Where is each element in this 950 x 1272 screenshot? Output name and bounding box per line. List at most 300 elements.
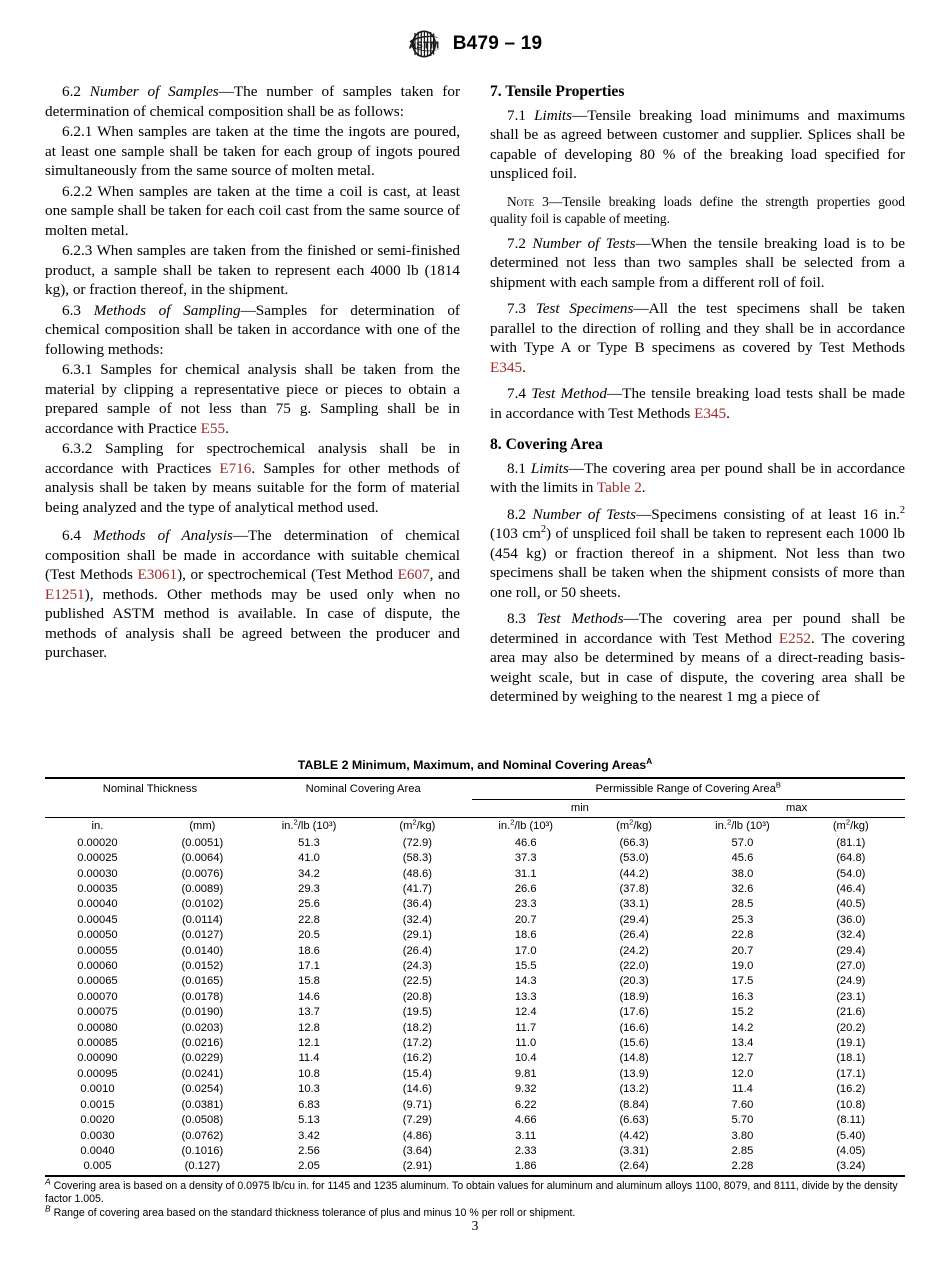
- table-cell-r16-c7: (16.2): [836, 1083, 866, 1096]
- clause-number-7-1: 7.1: [507, 106, 535, 124]
- table-cell-r13-c1: (0.0216): [181, 1037, 224, 1050]
- standard-link-e3061[interactable]: E3061: [137, 566, 178, 583]
- unit-header-nominal-in2lb: [255, 818, 363, 836]
- table-cell-r19-c2: 3.42: [298, 1129, 320, 1142]
- table-cell-r18-c4: 4.66: [514, 1114, 537, 1127]
- unit-header-min-in2lb-text: in.: [498, 820, 511, 833]
- table-row: [45, 836, 905, 851]
- table-cell-r8-c3: (24.3): [402, 960, 432, 973]
- group-header-permissible-range-marker: B: [775, 780, 781, 790]
- table-cell-r17-c6: 7.60: [731, 1098, 754, 1111]
- paragraph-6-3-1: [45, 360, 460, 438]
- table-cell-r3-c3: (41.7): [402, 883, 432, 895]
- paragraph-6-2-3: [45, 241, 460, 300]
- table-row: [45, 928, 905, 943]
- table-cell-r3-c0: 0.00035: [77, 883, 118, 895]
- unit-header-in-text: in.: [91, 820, 104, 833]
- table-cell-r8-c4: 15.5: [514, 960, 537, 973]
- table-row: [45, 851, 905, 866]
- table-row: [45, 959, 905, 974]
- clause-body-6-4-t4: ), methods. Other methods may be used only when no published ASTM method is available. In case of dispute, the methods of analysis shall be agreed between the producer and purchaser.: [45, 585, 460, 661]
- table-cell-r19-c5: (4.42): [619, 1129, 649, 1142]
- table-cell-r5-c1: (0.0114): [181, 913, 223, 926]
- table-2-sub-header-row: [45, 799, 905, 818]
- table-cell-r21-c0: 0.005: [83, 1160, 112, 1173]
- table-cell-r14-c4: 10.4: [514, 1052, 537, 1065]
- table-cell-r9-c4: 14.3: [514, 975, 537, 988]
- table-cell-r18-c3: (7.29): [402, 1114, 432, 1127]
- table-cell-r11-c4: 12.4: [514, 1006, 537, 1019]
- table-cell-r7-c1: (0.0140): [181, 944, 224, 957]
- table-row: [45, 1098, 905, 1113]
- table-cell-r13-c6: 13.4: [731, 1037, 754, 1050]
- paragraph-6-2-1: [45, 122, 460, 181]
- table-cell-r13-c2: 12.1: [298, 1037, 320, 1050]
- clause-body-6-4-t3: , and: [429, 566, 460, 583]
- page-number: 3: [471, 1218, 479, 1233]
- unit-header-nominal-in2lb-tail: /lb (10³): [297, 820, 337, 833]
- table-cell-r15-c2: 10.8: [298, 1067, 320, 1080]
- clause-title-6-3: Methods of Sampling: [93, 301, 241, 319]
- table-cell-r14-c2: 11.4: [298, 1052, 320, 1065]
- clause-title-8-1: Limits: [530, 459, 569, 477]
- table-row: [45, 1129, 905, 1144]
- clause-body-6-2: —The number of samples taken for determination of chemical composition shall be as follows:: [45, 83, 461, 120]
- table-cell-r10-c0: 0.00070: [77, 990, 118, 1003]
- unit-header-max-in2lb: [688, 818, 796, 836]
- table-cell-r18-c0: 0.0020: [80, 1114, 115, 1127]
- table-cell-r4-c1: (0.0102): [181, 898, 224, 911]
- table-cell-r9-c3: (22.5): [402, 975, 432, 988]
- table-2-body: [45, 836, 905, 1176]
- table-cell-r10-c4: 13.3: [514, 990, 537, 1003]
- table-2-footnotes: [45, 1176, 905, 1220]
- table-cell-r6-c2: 20.5: [298, 929, 320, 942]
- table-cell-r6-c3: (29.1): [402, 929, 432, 942]
- table-cell-r3-c2: 29.3: [298, 883, 320, 895]
- table-cell-r13-c5: (15.6): [619, 1037, 649, 1050]
- clause-body-7-4-before: —The tensile breaking load tests shall be made in accordance with Test Methods: [490, 385, 905, 422]
- table-cell-r8-c1: (0.0152): [181, 960, 224, 973]
- table-cell-r11-c7: (21.6): [836, 1006, 866, 1019]
- clause-body-6-3: —Samples for determination of chemical composition shall be taken in accordance with one of the following methods:: [45, 301, 460, 358]
- table-cell-r0-c3: (72.9): [402, 836, 432, 849]
- unit-header-max-in2lb-tail: /lb (10³): [731, 820, 770, 833]
- sub-header-min: min: [472, 799, 689, 818]
- table-cell-r7-c3: (26.4): [402, 944, 432, 957]
- clause-body-8-2-t1: —Specimens consisting of at least 16 in.: [636, 505, 900, 523]
- table-row: [45, 897, 905, 912]
- unit-header-min-m2kg-tail: /kg): [633, 820, 653, 833]
- table-cell-r5-c6: 25.3: [731, 913, 754, 926]
- table-cell-r20-c6: 2.85: [731, 1144, 754, 1157]
- clause-body-8-1-after: .: [641, 479, 646, 496]
- left-column: [45, 82, 460, 707]
- page-header: [45, 0, 905, 62]
- table-cell-r5-c2: 22.8: [298, 913, 320, 926]
- table-link-table-2[interactable]: Table 2: [596, 479, 642, 496]
- clause-body-6-3-1-before: Samples for chemical analysis shall be taken from the material by clipping a representative piece or pieces to obtain a prepared sample of not less than 75 g. Sampling shall be in accordance with Practice: [45, 361, 460, 437]
- table-cell-r13-c3: (17.2): [402, 1037, 432, 1050]
- table-cell-r10-c3: (20.8): [402, 990, 432, 1003]
- clause-body-6-2-3: When samples are taken from the finished or semi-finished product, a sample shall be taken to represent each 4000 lb (1814 kg), or fraction thereof, in the shipment.: [45, 242, 460, 298]
- table-cell-r10-c5: (18.9): [619, 990, 649, 1003]
- table-cell-r8-c5: (22.0): [619, 960, 649, 973]
- table-cell-r1-c2: 41.0: [298, 852, 320, 865]
- table-cell-r19-c7: (5.40): [836, 1129, 866, 1142]
- table-cell-r5-c7: (36.0): [836, 913, 866, 926]
- table-row: [45, 867, 905, 882]
- clause-title-7-4: Test Method: [531, 385, 607, 402]
- note-number: 3: [534, 193, 549, 209]
- footnote-b-marker: B: [45, 1203, 51, 1213]
- table-cell-r16-c5: (13.2): [619, 1083, 649, 1096]
- table-cell-r13-c4: 11.0: [515, 1037, 537, 1050]
- table-cell-r18-c7: (8.11): [836, 1114, 865, 1127]
- table-2-head: [45, 778, 905, 836]
- body-columns: [45, 82, 905, 707]
- table-cell-r5-c5: (29.4): [619, 913, 649, 926]
- table-cell-r7-c5: (24.2): [619, 944, 649, 957]
- clause-number-6-3: 6.3: [62, 301, 94, 319]
- table-cell-r2-c3: (48.6): [402, 867, 432, 880]
- clause-number-6-3-2: 6.3.2: [62, 440, 106, 457]
- unit-header-min-m2kg-sup: 2: [629, 817, 634, 827]
- note-label: Note: [507, 193, 535, 209]
- unit-header-max-m2kg: [797, 818, 905, 836]
- table-cell-r7-c7: (29.4): [836, 944, 866, 957]
- table-cell-r0-c7: (81.1): [836, 836, 866, 849]
- section-heading-8: 8. Covering Area: [490, 436, 603, 453]
- table-cell-r9-c6: 17.5: [731, 975, 754, 988]
- table-cell-r18-c5: (6.63): [619, 1114, 649, 1127]
- table-cell-r11-c6: 15.2: [731, 1006, 754, 1019]
- table-cell-r9-c2: 15.8: [298, 975, 320, 988]
- table-cell-r0-c1: (0.0051): [181, 836, 224, 849]
- paragraph-6-3: [45, 301, 460, 360]
- clause-body-8-1-before: —The covering area per pound shall be in accordance with the limits in: [490, 459, 906, 496]
- table-cell-r12-c0: 0.00080: [77, 1021, 118, 1034]
- standard-link-e1251[interactable]: E1251: [45, 585, 85, 603]
- table-cell-r11-c1: (0.0190): [181, 1006, 224, 1019]
- clause-body-7-3-before: —All the test specimens shall be taken parallel to the direction of rolling and they shall be in accordance with Type A or Type B specimens as covered by Test Methods: [490, 300, 906, 356]
- clause-body-7-3-after: .: [522, 358, 526, 376]
- table-2-title: [45, 755, 905, 772]
- document-designation: B479 – 19: [452, 33, 543, 54]
- clause-number-6-3-1: 6.3.1: [62, 361, 101, 378]
- table-cell-r17-c3: (9.71): [402, 1098, 432, 1111]
- table-cell-r3-c7: (46.4): [836, 883, 866, 895]
- clause-title-8-3: Test Methods: [536, 610, 624, 627]
- right-column: [490, 82, 905, 707]
- unit-header-min-in2lb-tail: /lb (10³): [514, 820, 554, 833]
- table-cell-r4-c3: (36.4): [402, 898, 432, 911]
- paragraph-8-3: [490, 609, 905, 707]
- table-row: [45, 1144, 905, 1159]
- table-row: [45, 882, 905, 897]
- unit-header-nominal-in2lb-sup: 2: [293, 817, 298, 827]
- paragraph-7-1: [490, 106, 905, 184]
- table-cell-r4-c5: (33.1): [619, 898, 649, 911]
- paragraph-7-4: [490, 384, 905, 423]
- clause-body-6-2-1: When samples are taken at the time the ingots are poured, at least one sample shall be taken for each group of ingots poured simultaneously from the same source of molten metal.: [45, 123, 460, 179]
- table-2-title-text: TABLE 2 Minimum, Maximum, and Nominal Covering Areas: [297, 758, 647, 772]
- table-cell-r7-c4: 17.0: [514, 944, 537, 957]
- table-cell-r9-c5: (20.3): [619, 975, 649, 988]
- footnote-a-marker: A: [45, 1176, 51, 1187]
- unit-header-nominal-m2kg: [363, 818, 471, 836]
- note-body: —Tensile breaking loads define the strength properties good quality foil is capable of meeting.: [490, 193, 905, 226]
- table-row: [45, 1159, 905, 1175]
- table-cell-r8-c7: (27.0): [836, 960, 866, 973]
- unit-header-mm-text: (mm): [189, 820, 216, 833]
- clause-body-8-3-before: —The covering area per pound shall be determined in accordance with Test Method: [490, 610, 905, 647]
- unit-header-nominal-m2kg-sup: 2: [412, 817, 417, 827]
- table-cell-r7-c2: 18.6: [298, 944, 320, 957]
- unit-header-nominal-in2lb-text: in.: [281, 820, 294, 833]
- superscript-square-1: 2: [899, 504, 906, 516]
- table-row: [45, 1021, 905, 1036]
- unit-header-min-in2lb-sup: 2: [510, 817, 515, 827]
- section-heading-7: 7. Tensile Properties: [490, 83, 625, 100]
- clause-body-6-2-2: When samples are taken at the time a coil is cast, at least one sample shall be taken for each coil cast from the same source of molten metal.: [45, 182, 460, 239]
- clause-number-6-2-1: 6.2.1: [62, 123, 98, 140]
- paragraph-7-2: [490, 234, 905, 293]
- table-cell-r16-c3: (14.6): [402, 1083, 432, 1096]
- table-cell-r17-c1: (0.0381): [181, 1098, 224, 1111]
- table-cell-r0-c4: 46.6: [514, 836, 537, 849]
- sub-header-blank: [45, 799, 472, 818]
- table-cell-r12-c1: (0.0203): [181, 1021, 224, 1034]
- table-cell-r2-c5: (44.2): [619, 867, 649, 880]
- paragraph-6-2: [45, 82, 460, 121]
- paragraph-8-1: [490, 459, 905, 498]
- table-cell-r12-c4: 11.7: [515, 1021, 537, 1034]
- table-cell-r9-c7: (24.9): [836, 975, 866, 988]
- table-cell-r0-c5: (66.3): [619, 836, 649, 849]
- unit-header-min-m2kg: [580, 818, 688, 836]
- table-cell-r8-c2: 17.1: [298, 960, 320, 973]
- table-cell-r21-c5: (2.64): [619, 1160, 649, 1173]
- table-cell-r6-c0: 0.00050: [77, 929, 118, 942]
- table-cell-r1-c1: (0.0064): [181, 852, 224, 865]
- table-cell-r15-c6: 12.0: [731, 1067, 754, 1080]
- clause-body-7-1: —Tensile breaking load minimums and maximums shall be as agreed between customer and supplier. Splices shall be capable of developing 80 % of the breaking load specified for unspliced foil.: [490, 106, 906, 182]
- sub-header-max: max: [688, 799, 905, 818]
- table-row: [45, 913, 905, 928]
- standard-link-e345-a[interactable]: E345: [490, 358, 523, 376]
- clause-title-6-2: Number of Samples: [89, 83, 219, 100]
- table-cell-r4-c2: 25.6: [298, 898, 320, 911]
- table-cell-r4-c6: 28.5: [731, 898, 754, 911]
- table-2: [45, 777, 905, 1177]
- table-cell-r1-c5: (53.0): [619, 852, 649, 865]
- table-cell-r3-c5: (37.8): [619, 883, 649, 895]
- superscript-square-2: 2: [540, 523, 546, 535]
- clause-title-8-2: Number of Tests: [532, 505, 637, 523]
- table-cell-r20-c1: (0.1016): [181, 1144, 224, 1157]
- paragraph-6-4: [45, 526, 460, 663]
- table-cell-r20-c4: 2.33: [514, 1144, 537, 1157]
- table-cell-r0-c6: 57.0: [731, 836, 754, 849]
- table-cell-r15-c4: 9.81: [514, 1067, 537, 1080]
- table-cell-r7-c6: 20.7: [731, 944, 754, 957]
- table-cell-r1-c7: (64.8): [836, 852, 866, 865]
- table-cell-r8-c6: 19.0: [731, 960, 754, 973]
- table-cell-r4-c0: 0.00040: [77, 898, 118, 911]
- footnote-b-text: Range of covering area based on the standard thickness tolerance of plus and minus 10 % per roll or shipment.: [50, 1206, 576, 1219]
- clause-number-7-3: 7.3: [507, 300, 536, 317]
- clause-title-6-4: Methods of Analysis: [93, 527, 233, 544]
- table-2-container: [45, 755, 905, 1220]
- unit-header-nominal-m2kg-text: (m: [399, 820, 413, 833]
- table-cell-r5-c3: (32.4): [402, 913, 432, 926]
- table-cell-r1-c6: 45.6: [731, 852, 754, 865]
- table-cell-r14-c6: 12.7: [731, 1052, 754, 1065]
- table-cell-r19-c0: 0.0030: [80, 1129, 115, 1142]
- standard-link-e607[interactable]: E607: [397, 566, 430, 583]
- unit-header-min-in2lb: [472, 818, 580, 836]
- table-cell-r17-c0: 0.0015: [80, 1098, 115, 1111]
- table-cell-r12-c7: (20.2): [836, 1021, 866, 1034]
- table-row: [45, 944, 905, 959]
- clause-number-8-2: 8.2: [507, 505, 533, 523]
- standard-link-e252[interactable]: E252: [778, 629, 811, 647]
- table-cell-r16-c1: (0.0254): [181, 1083, 224, 1096]
- table-cell-r15-c5: (13.9): [619, 1067, 649, 1080]
- table-cell-r17-c2: 6.83: [298, 1098, 320, 1111]
- clause-body-6-3-2-before: Sampling for spectrochemical analysis shall be in accordance with Practices: [45, 440, 461, 477]
- unit-header-max-m2kg-sup: 2: [845, 817, 851, 827]
- clause-number-6-2-2: 6.2.2: [62, 182, 98, 200]
- table-cell-r1-c0: 0.00025: [77, 852, 118, 865]
- table-cell-r21-c1: (0.127): [184, 1160, 221, 1173]
- group-header-permissible-range: [472, 778, 905, 799]
- table-cell-r21-c7: (3.24): [836, 1160, 866, 1173]
- table-cell-r20-c7: (4.05): [836, 1144, 866, 1157]
- table-cell-r6-c4: 18.6: [514, 929, 537, 942]
- table-cell-r17-c4: 6.22: [514, 1098, 537, 1111]
- table-cell-r0-c2: 51.3: [298, 836, 320, 849]
- table-cell-r5-c4: 20.7: [514, 913, 537, 926]
- table-cell-r15-c7: (17.1): [836, 1067, 866, 1080]
- table-cell-r4-c4: 23.3: [514, 898, 537, 911]
- table-cell-r3-c1: (0.0089): [181, 883, 224, 895]
- table-cell-r16-c6: 11.4: [731, 1083, 753, 1096]
- unit-header-mm: [150, 818, 255, 836]
- clause-number-6-4: 6.4: [62, 527, 94, 544]
- clause-number-7-2: 7.2: [507, 234, 533, 252]
- clause-body-8-2-t3: ) of unspliced foil shall be taken to represent each 1000 lb (454 kg) or fraction thereof in a shipment. Not less than two specimens shall be taken when the shipment consists of more than one roll, or 50 sheets.: [490, 525, 905, 601]
- table-cell-r21-c4: 1.86: [514, 1160, 537, 1173]
- standard-link-e345-b[interactable]: E345: [694, 404, 727, 422]
- table-cell-r14-c7: (18.1): [836, 1052, 866, 1065]
- table-row: [45, 1036, 905, 1051]
- table-cell-r19-c1: (0.0762): [181, 1129, 224, 1142]
- group-header-nominal-thickness: Nominal Thickness: [102, 783, 198, 796]
- table-cell-r11-c3: (19.5): [402, 1006, 432, 1019]
- table-row: [45, 990, 905, 1005]
- table-cell-r14-c5: (14.8): [619, 1052, 649, 1065]
- table-2-footnote-a: [45, 1176, 905, 1207]
- footnote-a-text: Covering area is based on a density of 0.0975 lb/cu in. for 1145 and 1235 aluminum. To obtain values for aluminum and aluminum alloys 1100, 8079, and 8111, divide by the density factor 1.005.: [45, 1179, 898, 1206]
- table-cell-r5-c0: 0.00045: [77, 913, 118, 926]
- table-cell-r12-c3: (18.2): [402, 1021, 432, 1034]
- table-cell-r6-c7: (32.4): [836, 929, 866, 942]
- clause-body-7-2: —When the tensile breaking load is to be determined not less than two samples shall be selected from a shipment with each sample from a different roll of foil.: [490, 234, 905, 291]
- table-cell-r9-c0: 0.00065: [77, 975, 118, 988]
- table-cell-r2-c2: 34.2: [298, 867, 320, 880]
- table-cell-r11-c5: (17.6): [619, 1006, 649, 1019]
- table-row: [45, 1082, 905, 1097]
- paragraph-7-3: [490, 299, 905, 377]
- table-2-unit-header-row: [45, 818, 905, 836]
- table-cell-r20-c0: 0.0040: [80, 1144, 115, 1157]
- svg-text:ASTM: ASTM: [408, 40, 440, 52]
- table-cell-r20-c5: (3.31): [619, 1144, 649, 1157]
- table-cell-r8-c0: 0.00060: [77, 960, 118, 973]
- unit-header-in: [45, 818, 150, 836]
- table-cell-r2-c0: 0.00030: [77, 867, 118, 880]
- table-row: [45, 1005, 905, 1020]
- group-header-nominal-covering-area: Nominal Covering Area: [305, 783, 421, 796]
- table-cell-r9-c1: (0.0165): [181, 975, 224, 988]
- table-cell-r17-c7: (10.8): [836, 1098, 866, 1111]
- table-cell-r16-c2: 10.3: [298, 1083, 320, 1096]
- table-cell-r14-c3: (16.2): [402, 1052, 432, 1065]
- clause-number-6-2: 6.2: [62, 83, 90, 100]
- table-cell-r12-c6: 14.2: [731, 1021, 754, 1034]
- astm-logo-icon: [408, 29, 442, 59]
- table-cell-r15-c1: (0.0241): [181, 1067, 224, 1080]
- table-cell-r2-c7: (54.0): [836, 867, 866, 880]
- paragraph-6-3-2: [45, 439, 460, 517]
- standard-link-e716[interactable]: E716: [219, 459, 252, 477]
- clause-number-6-2-3: 6.2.3: [62, 242, 97, 259]
- table-cell-r16-c4: 9.32: [514, 1083, 537, 1096]
- table-cell-r12-c5: (16.6): [619, 1021, 649, 1034]
- table-cell-r7-c0: 0.00055: [77, 944, 118, 957]
- table-row: [45, 1067, 905, 1082]
- clause-number-7-4: 7.4: [507, 385, 532, 402]
- table-2-group-header-row: [45, 778, 905, 799]
- standard-link-e55[interactable]: E55: [200, 419, 226, 437]
- unit-header-nominal-m2kg-tail: /kg): [416, 820, 436, 833]
- group-header-permissible-range-label: Permissible Range of Covering Area: [595, 783, 776, 795]
- table-cell-r18-c6: 5.70: [731, 1114, 754, 1127]
- table-cell-r19-c6: 3.80: [731, 1129, 754, 1142]
- table-cell-r6-c5: (26.4): [619, 929, 649, 942]
- note-3: [490, 193, 905, 227]
- table-cell-r14-c0: 0.00090: [77, 1052, 118, 1065]
- table-cell-r2-c1: (0.0076): [181, 867, 224, 880]
- table-cell-r14-c1: (0.0229): [181, 1052, 224, 1065]
- paragraph-8-2: [490, 505, 905, 603]
- table-cell-r4-c7: (40.5): [836, 898, 866, 911]
- table-cell-r2-c4: 31.1: [514, 867, 537, 880]
- table-cell-r20-c3: (3.64): [402, 1144, 432, 1157]
- table-cell-r13-c0: 0.00085: [77, 1037, 118, 1050]
- table-cell-r6-c1: (0.0127): [181, 929, 224, 942]
- table-cell-r11-c2: 13.7: [298, 1006, 320, 1019]
- paragraph-6-2-2: [45, 182, 460, 241]
- table-cell-r16-c0: 0.0010: [80, 1083, 115, 1096]
- table-cell-r10-c2: 14.6: [298, 990, 320, 1003]
- table-2-title-footnote-marker: A: [646, 755, 653, 766]
- table-cell-r3-c6: 32.6: [731, 883, 754, 895]
- clause-body-8-3-after: . The covering area may also be determined by means of a direct-reading basis-weight scale, but in case of dispute, the covering area shall be determined by weighing to the nearest 1 mg a piece of: [490, 629, 905, 705]
- clause-body-7-4-after: .: [726, 404, 730, 422]
